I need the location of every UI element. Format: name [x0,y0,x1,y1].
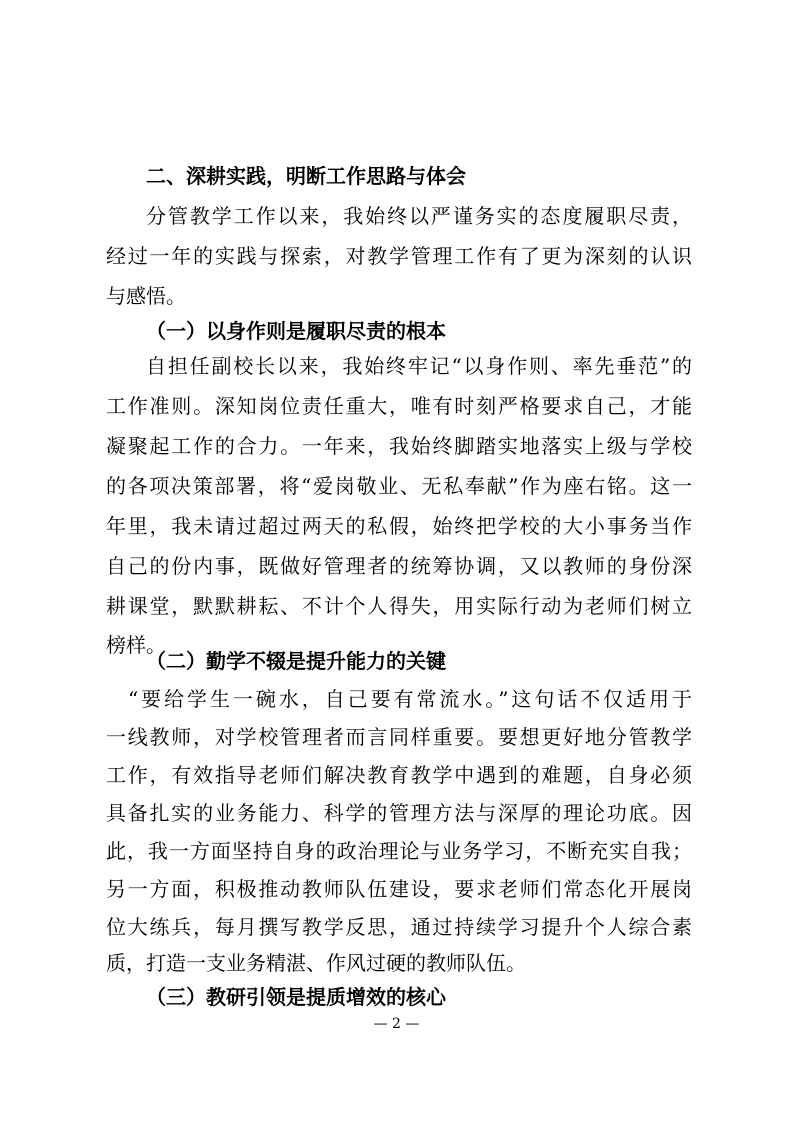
sub1-line-1: 自担任副校长以来，我始终牢记“以身作则、率先垂范”的 [146,354,692,378]
intro-line-3: 与感悟。 [106,284,186,308]
sub1-line-5: 年里，我未请过超过两天的私假，始终把学校的大小事务当作 [106,514,692,538]
sub1-line-4: 的各项决策部署，将“爱岗敬业、无私奉献”作为座右铭。这一 [106,474,692,498]
sub1-line-2: 工作准则。深知岗位责任重大，唯有时刻严格要求自己，才能 [106,394,692,418]
sub2-line-6: 另一方面，积极推动教师队伍建设，要求老师们常态化开展岗 [106,877,692,901]
sub2-line-7: 位大练兵，每月撰写教学反思，通过持续学习提升个人综合素 [106,915,692,939]
sub2-heading: （二）勤学不辍是提升能力的关键 [146,649,446,673]
section-heading: 二、深耕实践，明断工作思路与体会 [146,164,466,188]
sub2-line-5: 此，我一方面坚持自身的政治理论与业务学习，不断充实自我； [106,839,692,863]
sub1-heading: （一）以身作则是履职尽责的根本 [146,319,446,343]
intro-line-2: 经过一年的实践与探索，对教学管理工作有了更为深刻的认识 [106,244,692,268]
page-number: — 2 — [373,1016,420,1032]
sub1-line-3: 凝聚起工作的合力。一年来，我始终脚踏实地落实上级与学校 [106,434,692,458]
sub2-line-2: 一线教师，对学校管理者而言同样重要。要想更好地分管教学 [106,725,692,749]
sub2-line-1: “要给学生一碗水，自己要有常流水。”这句话不仅适用于 [128,687,692,711]
sub1-line-6: 自己的份内事，既做好管理者的统筹协调，又以教师的身份深 [106,554,692,578]
sub2-line-3: 工作，有效指导老师们解决教育教学中遇到的难题，自身必须 [106,763,692,787]
sub2-line-8: 质，打造一支业务精湛、作风过硬的教师队伍。 [106,951,526,975]
sub3-heading: （三）教研引领是提质增效的核心 [146,985,446,1009]
sub1-line-7: 耕课堂，默默耕耘、不计个人得失，用实际行动为老师们树立 [106,594,692,618]
sub1-line-8: 榜样。 [106,633,166,657]
intro-line-1: 分管教学工作以来，我始终以严谨务实的态度履职尽责， [146,204,692,228]
sub2-line-4: 具备扎实的业务能力、科学的管理方法与深厚的理论功底。因 [106,801,692,825]
